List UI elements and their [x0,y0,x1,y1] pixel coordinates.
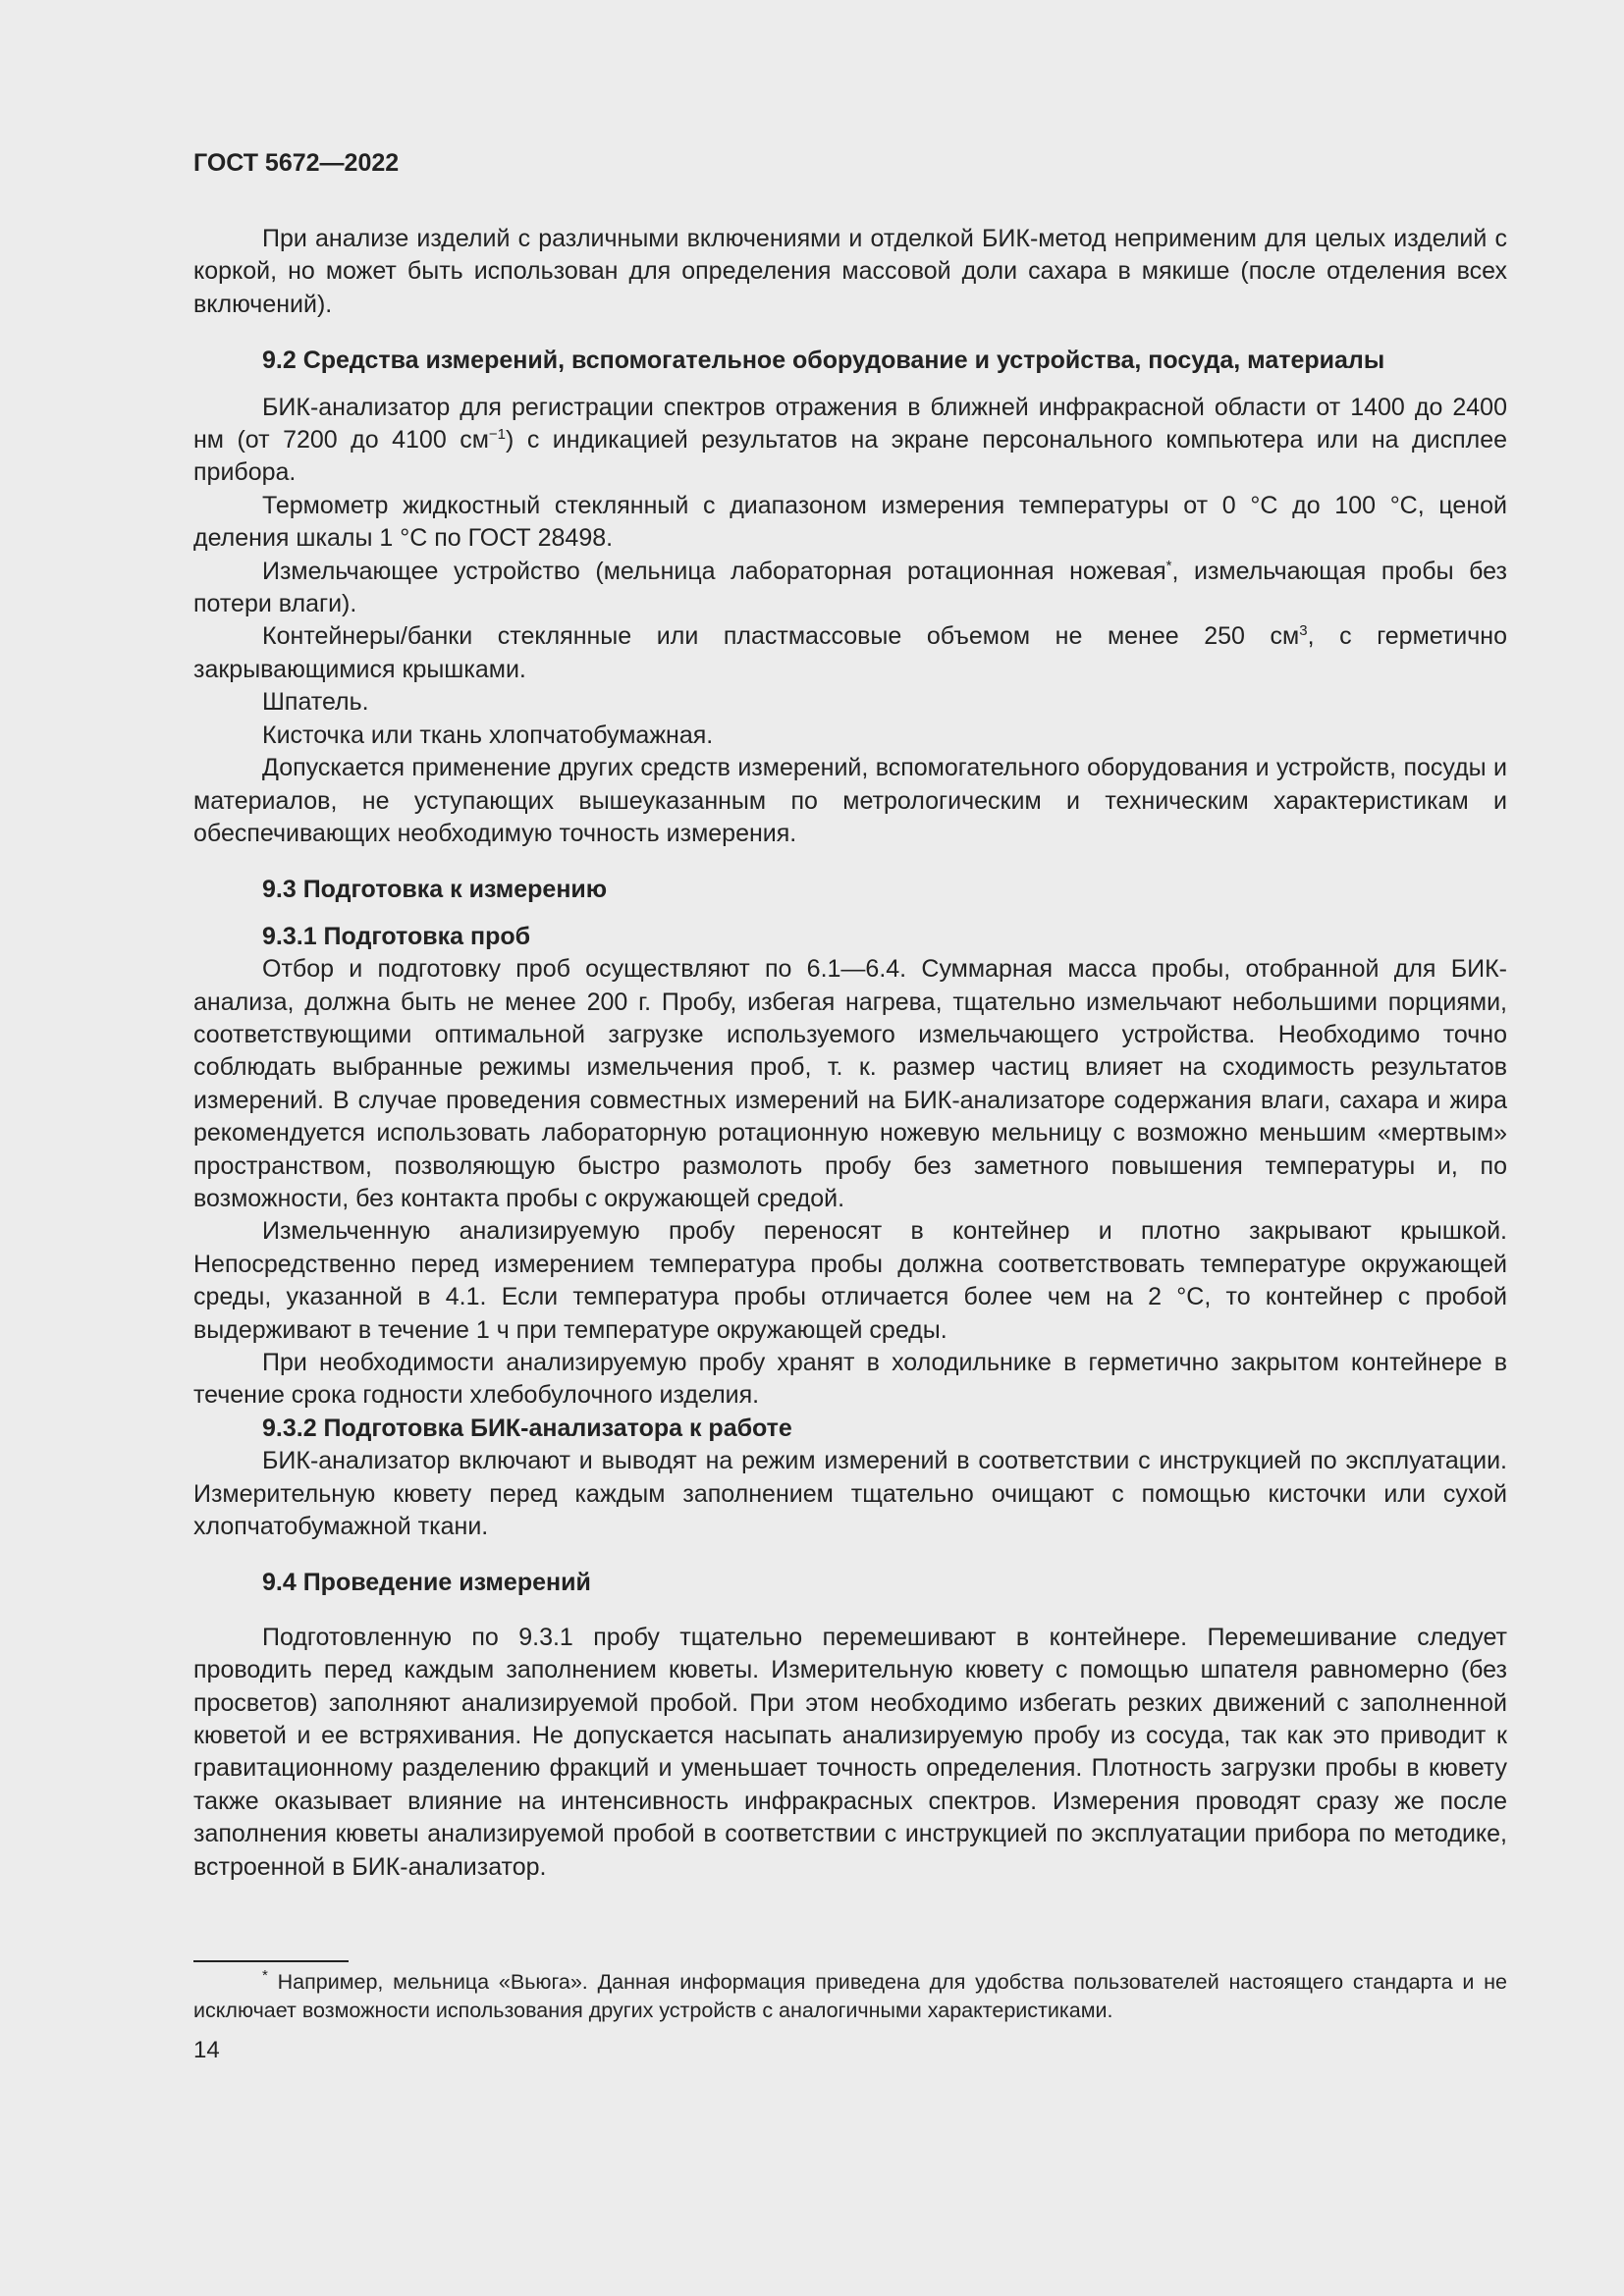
footnote: * Например, мельница «Вьюга». Данная информация приведена для удобства пользователей настоящего стандарта и не исключает возможности использования других устройств с аналогичными характеристиками. [193,1967,1507,2023]
footnote-divider [193,1960,349,1962]
intro-paragraph: При анализе изделий с различными включениями и отделкой БИК-метод неприменим для целых изделий с коркой, но может быть использован для определения массовой доли сахара в мякише (после отделения всех включений). [193,225,1507,318]
section-9-3-title: 9.3 Подготовка к измерению [262,876,608,904]
analyzer-prep-paragraph: БИК-анализатор включают и выводят на режим измерений в соответствии с инструкцией по эксплуатации. Измерительную кювету перед каждым заполнением тщательно очищают с помощью кисточки или сухой хлопчатобумажной ткани. [193,1447,1507,1541]
container-paragraph: Измельченную анализируемую пробу переносят в контейнер и плотно закрывают крышкой. Непосредственно перед измерением температура пробы должна соответствовать температуре окружающей среды, указанной в 4.1. Если температура пробы отличается более чем на 2 °С, то контейнер с пробой выдерживают в течение 1 ч при температуре окружающей среды. [193,1217,1507,1344]
grinder-paragraph: Измельчающее устройство (мельница лабораторная ротационная ножевая*, измельчающая пробы без потери влаги). [193,557,1507,618]
document-header: ГОСТ 5672—2022 [193,149,400,177]
containers-paragraph: Контейнеры/банки стеклянные или пластмассовые объемом не менее 250 $см^3$, с герметично закрывающимися крышками. [193,622,1507,683]
nir-analyzer-paragraph: БИК-анализатор для регистрации спектров отражения в ближней инфракрасной области от 1400 до 2400 нм (от 7200 до 4100 $см^{-1}$) с индикацией результатов на экране персонального компьютера или на дисплее прибора. [193,393,1507,487]
section-9-2-title: 9.2 Средства измерений, вспомогательное оборудование и устройства, посуда, материалы [262,347,1385,375]
section-9-3-2-title: 9.3.2 Подготовка БИК-анализатора к работе [262,1414,792,1442]
measurement-paragraph: Подготовленную по 9.3.1 пробу тщательно перемешивают в контейнере. Перемешивание следует проводить перед каждым заполнением кюветы. Измерительную кювету с помощью шпателя равномерно (без просветов) заполняют анализируемой пробой. При этом необходимо избегать резких движений с заполненной кюветой и ее встряхивания. Не допускается насыпать анализируемую пробу из сосуда, так как это приводит к гравитационному разделению фракций и уменьшает точность определения. Плотность загрузки пробы в кювету также оказывает влияние на интенсивность инфракрасных спектров. Измерения проводят сразу же после заполнения кюветы анализируемой пробой в соответствии с инструкцией по эксплуатации прибора по методике, встроенной в БИК-анализатор. [193,1623,1507,1881]
storage-paragraph: При необходимости анализируемую пробу хранят в холодильнике в герметично закрытом контейнере в течение срока годности хлебобулочного изделия. [193,1349,1507,1410]
document-page [193,137,1507,2064]
spatula-paragraph: Шпатель. [262,688,369,717]
thermometer-paragraph: Термометр жидкостный стеклянный с диапазоном измерения температуры от 0 °С до 100 °С, ценой деления шкалы 1 °С по ГОСТ 28498. [193,491,1507,553]
section-9-4-title: 9.4 Проведение измерений [262,1569,591,1597]
brush-paragraph: Кисточка или ткань хлопчатобумажная. [262,721,714,749]
footnote-reference: * [1165,557,1172,574]
section-9-3-1-title: 9.3.1 Подготовка проб [262,922,531,950]
alternatives-paragraph: Допускается применение других средств измерений, вспомогательного оборудования и устройств, посуды и материалов, не уступающих вышеуказанным по метрологическим и техническим характеристикам и обеспечивающих необходимую точность измерения. [193,754,1507,847]
page-number: 14 [193,2037,220,2064]
sampling-paragraph: Отбор и подготовку проб осуществляют по 6.1—6.4. Суммарная масса пробы, отобранной для БИК-анализа, должна быть не менее 200 г. Пробу, избегая нагрева, тщательно измельчают небольшими порциями, соответствующими оптимальной загрузке используемого измельчающего устройства. Необходимо точно соблюдать выбранные режимы измельчения проб, т. к. размер частиц влияет на сходимость результатов измерений. В случае проведения совместных измерений на БИК-анализаторе содержания влаги, сахара и жира рекомендуется использовать лабораторную ротационную ножевую мельницу с возможно меньшим «мертвым» пространством, позволяющую быстро размолоть пробу без заметного повышения температуры и, по возможности, без контакта пробы с окружающей средой. [193,955,1507,1212]
